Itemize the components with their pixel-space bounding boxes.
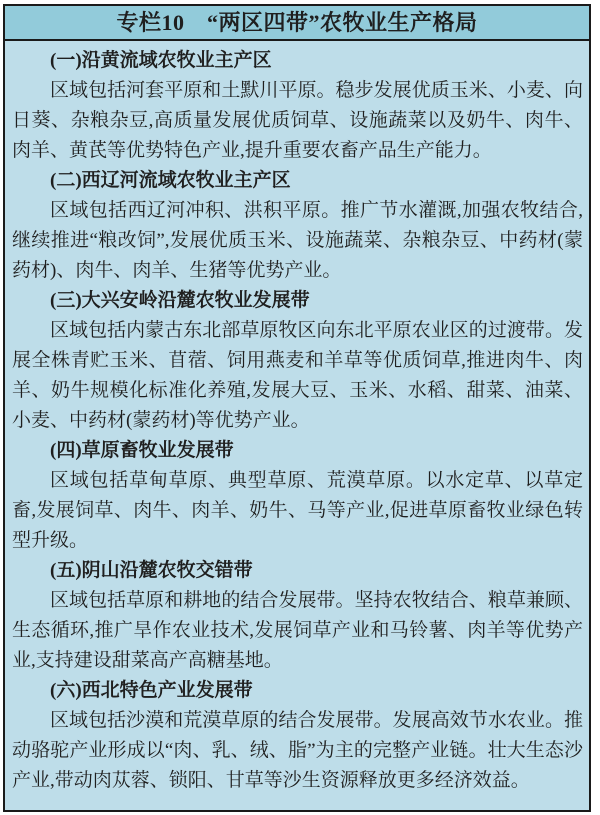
section-paragraph: 区域包括西辽河冲积、洪积平原。推广节水灌溉,加强农牧结合,继续推进“粮改饲”,发展优质玉米、设施蔬菜、杂粮杂豆、中药材(蒙药材)、肉牛、肉羊、生猪等优势产业。 [12, 200, 583, 281]
section-heading: (五)阴山沿麓农牧交错带 [50, 560, 253, 581]
section-6 [12, 676, 583, 796]
section-4 [12, 436, 583, 556]
section-1 [12, 46, 583, 166]
section-heading: (四)草原畜牧业发展带 [50, 440, 234, 461]
section-paragraph: 区域包括草甸草原、典型草原、荒漠草原。以水定草、以草定畜,发展饲草、肉牛、肉羊、奶牛、马等产业,促进草原畜牧业绿色转型升级。 [12, 470, 583, 551]
section-paragraph: 区域包括内蒙古东北部草原牧区向东北平原农业区的过渡带。发展全株青贮玉米、苜蓿、饲用燕麦和羊草等优质饲草,推进肉牛、肉羊、奶牛规模化标准化养殖,发展大豆、玉米、水稻、甜菜、油菜、小麦、中药材(蒙药材)等优势产业。 [12, 320, 583, 431]
section-paragraph: 区域包括河套平原和土默川平原。稳步发展优质玉米、小麦、向日葵、杂粮杂豆,高质量发展优质饲草、设施蔬菜以及奶牛、肉牛、肉羊、黄芪等优势特色产业,提升重要农畜产品生产能力。 [12, 80, 583, 161]
section-paragraph: 区域包括草原和耕地的结合发展带。坚持农牧结合、粮草兼顾、生态循环,推广旱作农业技术,发展饲草产业和马铃薯、肉羊等优势产业,支持建设甜菜高产高糖基地。 [12, 590, 583, 671]
section-heading: (六)西北特色产业发展带 [50, 680, 253, 701]
section-3 [12, 286, 583, 436]
column-box [3, 4, 591, 812]
section-heading: (一)沿黄流域农牧业主产区 [50, 50, 272, 71]
section-2 [12, 166, 583, 286]
section-paragraph: 区域包括沙漠和荒漠草原的结合发展带。发展高效节水农业。推动骆驼产业形成以“肉、乳、绒、脂”为主的完整产业链。壮大生态沙产业,带动肉苁蓉、锁阳、甘草等沙生资源释放更多经济效益。 [12, 710, 583, 791]
section-heading: (二)西辽河流域农牧业主产区 [50, 170, 291, 191]
panel-title: 专栏10 “两区四带”农牧业生产格局 [5, 6, 589, 41]
section-heading: (三)大兴安岭沿麓农牧业发展带 [50, 290, 310, 311]
section-5 [12, 556, 583, 676]
panel-body [5, 41, 589, 796]
